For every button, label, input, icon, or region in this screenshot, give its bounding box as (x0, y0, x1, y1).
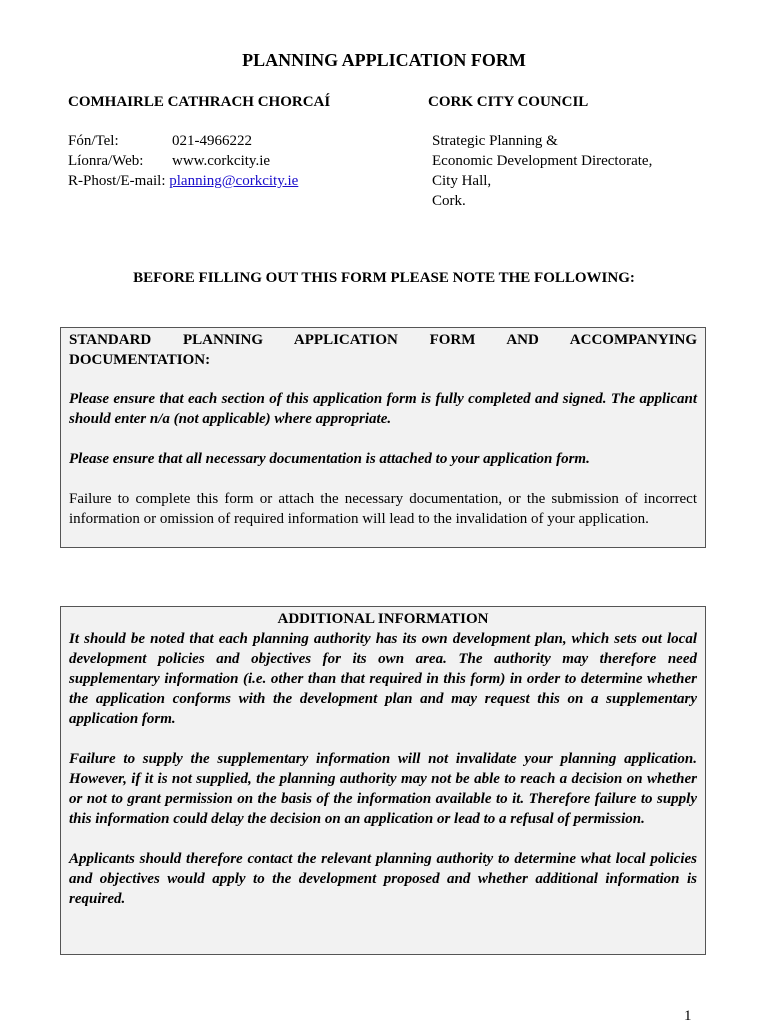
notice-heading: BEFORE FILLING OUT THIS FORM PLEASE NOTE THE FOLLOWING: (133, 270, 635, 286)
page-title: PLANNING APPLICATION FORM (242, 50, 526, 70)
additional-box-paragraph: It should be noted that each planning authority has its own development plan, which sets out local development policies and objectives for its own area. The authority may therefore need supplementary information (i.e. other than that required in this form) in order to determine whether the application conforms with the development plan and may request this on a supplementary application form. (69, 631, 697, 727)
page-number: 1 (684, 1008, 692, 1024)
web-label: Líonra/Web: (68, 153, 144, 169)
tel-label: Fón/Tel: (68, 133, 119, 149)
additional-box-paragraph: Applicants should therefore contact the relevant planning authority to determine what local policies and objectives would apply to the development proposed and whether additional information is required. (69, 851, 697, 907)
standard-box-heading: STANDARD PLANNING APPLICATION FORM AND ACCOMPANYING DOCUMENTATION: (69, 332, 697, 368)
council-name-english: CORK CITY COUNCIL (428, 94, 589, 110)
address-line: Economic Development Directorate, (432, 153, 653, 169)
additional-box-paragraph: Failure to supply the supplementary information will not invalidate your planning application. However, if it is not supplied, the planning authority may not be able to reach a decision on whether or not to grant permission on the basis of the information available to it. Therefore failure to supply this information could delay the decision on an application or lead to a refusal of permission. (69, 751, 697, 827)
email-link[interactable]: planning@corkcity.ie (169, 173, 299, 189)
contact-row-email (68, 171, 298, 191)
web-value: www.corkcity.ie (172, 153, 271, 169)
additional-box-heading: ADDITIONAL INFORMATION (277, 611, 489, 627)
standard-box-paragraph: Failure to complete this form or attach the necessary documentation, or the submission of incorrect information or omission of required information will lead to the invalidation of your application. (69, 491, 697, 527)
address-line: Cork. (432, 193, 466, 209)
council-name-irish: COMHAIRLE CATHRACH CHORCAÍ (68, 94, 331, 110)
email-label: R-Phost/E-mail: (68, 173, 166, 189)
contact-row-web (68, 151, 298, 171)
contact-details (68, 131, 298, 191)
additional-information-box (60, 606, 706, 955)
address-line: Strategic Planning & (432, 133, 558, 149)
address-line: City Hall, (432, 173, 492, 189)
council-address (432, 131, 652, 211)
standard-box-paragraph: Please ensure that all necessary documentation is attached to your application form. (69, 451, 590, 467)
tel-value: 021-4966222 (172, 133, 252, 149)
contact-row-tel (68, 131, 298, 151)
standard-box-paragraph: Please ensure that each section of this application form is fully completed and signed. The applicant should enter n/a (not applicable) where appropriate. (69, 391, 697, 427)
standard-documentation-box (60, 327, 706, 548)
